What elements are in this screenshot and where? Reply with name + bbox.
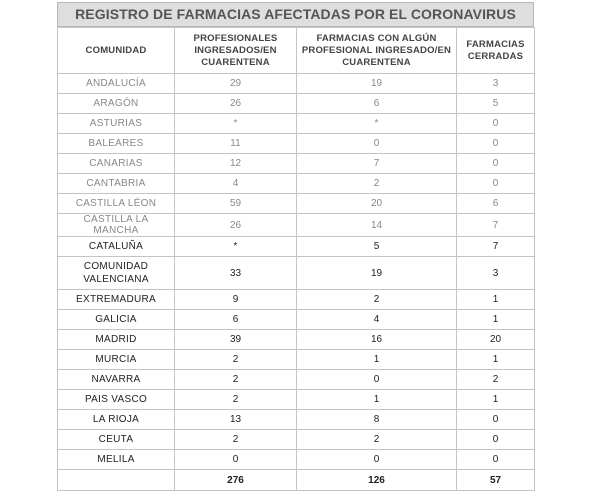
cell-profesionales: 33 <box>175 257 297 290</box>
cell-profesionales: 29 <box>175 74 297 94</box>
cell-farmacias-cerradas: 3 <box>457 74 535 94</box>
cell-farmacias-cerradas: 0 <box>457 450 535 470</box>
cell-farmacias-cerradas: 1 <box>457 310 535 330</box>
cell-farmacias-con-profesional: 19 <box>297 74 457 94</box>
cell-comunidad: CANARIAS <box>58 154 175 174</box>
table-row <box>58 390 535 410</box>
cell-farmacias-con-profesional: 8 <box>297 410 457 430</box>
cell-comunidad: ASTURIAS <box>58 114 175 134</box>
table-row <box>58 290 535 310</box>
table-row <box>58 410 535 430</box>
cell-farmacias-con-profesional: 14 <box>297 214 457 237</box>
total-profesionales: 276 <box>175 470 297 491</box>
cell-comunidad: CASTILLA LA MANCHA <box>58 214 175 237</box>
cell-comunidad: NAVARRA <box>58 370 175 390</box>
table-row <box>58 174 535 194</box>
cell-farmacias-con-profesional: 1 <box>297 390 457 410</box>
cell-farmacias-cerradas: 1 <box>457 290 535 310</box>
cell-profesionales: 2 <box>175 430 297 450</box>
cell-profesionales: 9 <box>175 290 297 310</box>
column-header-farmacias-con-profesional: FARMACIAS CON ALGÚN PROFESIONAL INGRESADO/EN CUARENTENA <box>297 28 457 74</box>
table-row <box>58 94 535 114</box>
table-row <box>58 430 535 450</box>
cell-comunidad: MADRID <box>58 330 175 350</box>
table-row <box>58 257 535 290</box>
cell-profesionales: 13 <box>175 410 297 430</box>
cell-farmacias-cerradas: 1 <box>457 390 535 410</box>
cell-farmacias-con-profesional: 0 <box>297 134 457 154</box>
cell-comunidad: GALICIA <box>58 310 175 330</box>
cell-farmacias-con-profesional: 7 <box>297 154 457 174</box>
cell-farmacias-con-profesional: 16 <box>297 330 457 350</box>
cell-farmacias-cerradas: 2 <box>457 370 535 390</box>
report-container <box>57 2 534 491</box>
cell-comunidad: MURCIA <box>58 350 175 370</box>
cell-profesionales: 26 <box>175 94 297 114</box>
cell-farmacias-con-profesional: 1 <box>297 350 457 370</box>
cell-profesionales: 39 <box>175 330 297 350</box>
cell-farmacias-cerradas: 1 <box>457 350 535 370</box>
table-row <box>58 74 535 94</box>
table-row <box>58 310 535 330</box>
cell-comunidad: BALEARES <box>58 134 175 154</box>
cell-farmacias-con-profesional: 2 <box>297 290 457 310</box>
cell-comunidad: EXTREMADURA <box>58 290 175 310</box>
cell-farmacias-con-profesional: 0 <box>297 370 457 390</box>
cell-comunidad: CASTILLA LÉON <box>58 194 175 214</box>
table-row <box>58 370 535 390</box>
total-farmacias-cerradas: 57 <box>457 470 535 491</box>
cell-farmacias-cerradas: 7 <box>457 237 535 257</box>
table-row <box>58 450 535 470</box>
cell-profesionales: 4 <box>175 174 297 194</box>
cell-comunidad: COMUNIDAD VALENCIANA <box>58 257 175 290</box>
table-header-row <box>58 28 535 74</box>
totals-row <box>58 470 535 491</box>
pharmacies-table <box>57 27 535 491</box>
table-row <box>58 237 535 257</box>
column-header-farmacias-cerradas: FARMACIAS CERRADAS <box>457 28 535 74</box>
table-row <box>58 134 535 154</box>
cell-comunidad: CATALUÑA <box>58 237 175 257</box>
cell-profesionales: 12 <box>175 154 297 174</box>
cell-farmacias-cerradas: 0 <box>457 174 535 194</box>
cell-farmacias-con-profesional: 0 <box>297 450 457 470</box>
cell-comunidad: MELILA <box>58 450 175 470</box>
table-row <box>58 154 535 174</box>
cell-farmacias-cerradas: 3 <box>457 257 535 290</box>
cell-farmacias-cerradas: 0 <box>457 410 535 430</box>
cell-farmacias-con-profesional: 5 <box>297 237 457 257</box>
cell-profesionales: 11 <box>175 134 297 154</box>
cell-farmacias-con-profesional: 4 <box>297 310 457 330</box>
cell-comunidad: LA RIOJA <box>58 410 175 430</box>
cell-profesionales: 0 <box>175 450 297 470</box>
cell-profesionales: 6 <box>175 310 297 330</box>
cell-comunidad: PAIS VASCO <box>58 390 175 410</box>
cell-farmacias-cerradas: 0 <box>457 430 535 450</box>
cell-farmacias-cerradas: 5 <box>457 94 535 114</box>
report-title: REGISTRO DE FARMACIAS AFECTADAS POR EL CORONAVIRUS <box>57 2 534 27</box>
cell-farmacias-cerradas: 7 <box>457 214 535 237</box>
cell-farmacias-cerradas: 0 <box>457 154 535 174</box>
cell-farmacias-cerradas: 0 <box>457 114 535 134</box>
cell-farmacias-cerradas: 6 <box>457 194 535 214</box>
cell-farmacias-con-profesional: 6 <box>297 94 457 114</box>
cell-comunidad: ARAGÓN <box>58 94 175 114</box>
table-row <box>58 194 535 214</box>
cell-comunidad: ANDALUCÍA <box>58 74 175 94</box>
table-row <box>58 350 535 370</box>
cell-profesionales: 26 <box>175 214 297 237</box>
column-header-comunidad: COMUNIDAD <box>58 28 175 74</box>
cell-profesionales: 2 <box>175 370 297 390</box>
cell-profesionales: 2 <box>175 350 297 370</box>
cell-farmacias-con-profesional: 2 <box>297 430 457 450</box>
table-row <box>58 330 535 350</box>
cell-farmacias-cerradas: 0 <box>457 134 535 154</box>
cell-comunidad: CEUTA <box>58 430 175 450</box>
cell-farmacias-con-profesional: * <box>297 114 457 134</box>
table-row <box>58 214 535 237</box>
total-farmacias-con-profesional: 126 <box>297 470 457 491</box>
cell-profesionales: 2 <box>175 390 297 410</box>
cell-profesionales: * <box>175 114 297 134</box>
total-label-cell <box>58 470 175 491</box>
cell-farmacias-con-profesional: 2 <box>297 174 457 194</box>
cell-farmacias-con-profesional: 20 <box>297 194 457 214</box>
column-header-profesionales: PROFESIONALES INGRESADOS/EN CUARENTENA <box>175 28 297 74</box>
cell-farmacias-con-profesional: 19 <box>297 257 457 290</box>
cell-profesionales: 59 <box>175 194 297 214</box>
table-row <box>58 114 535 134</box>
cell-profesionales: * <box>175 237 297 257</box>
cell-farmacias-cerradas: 20 <box>457 330 535 350</box>
cell-comunidad: CANTABRIA <box>58 174 175 194</box>
